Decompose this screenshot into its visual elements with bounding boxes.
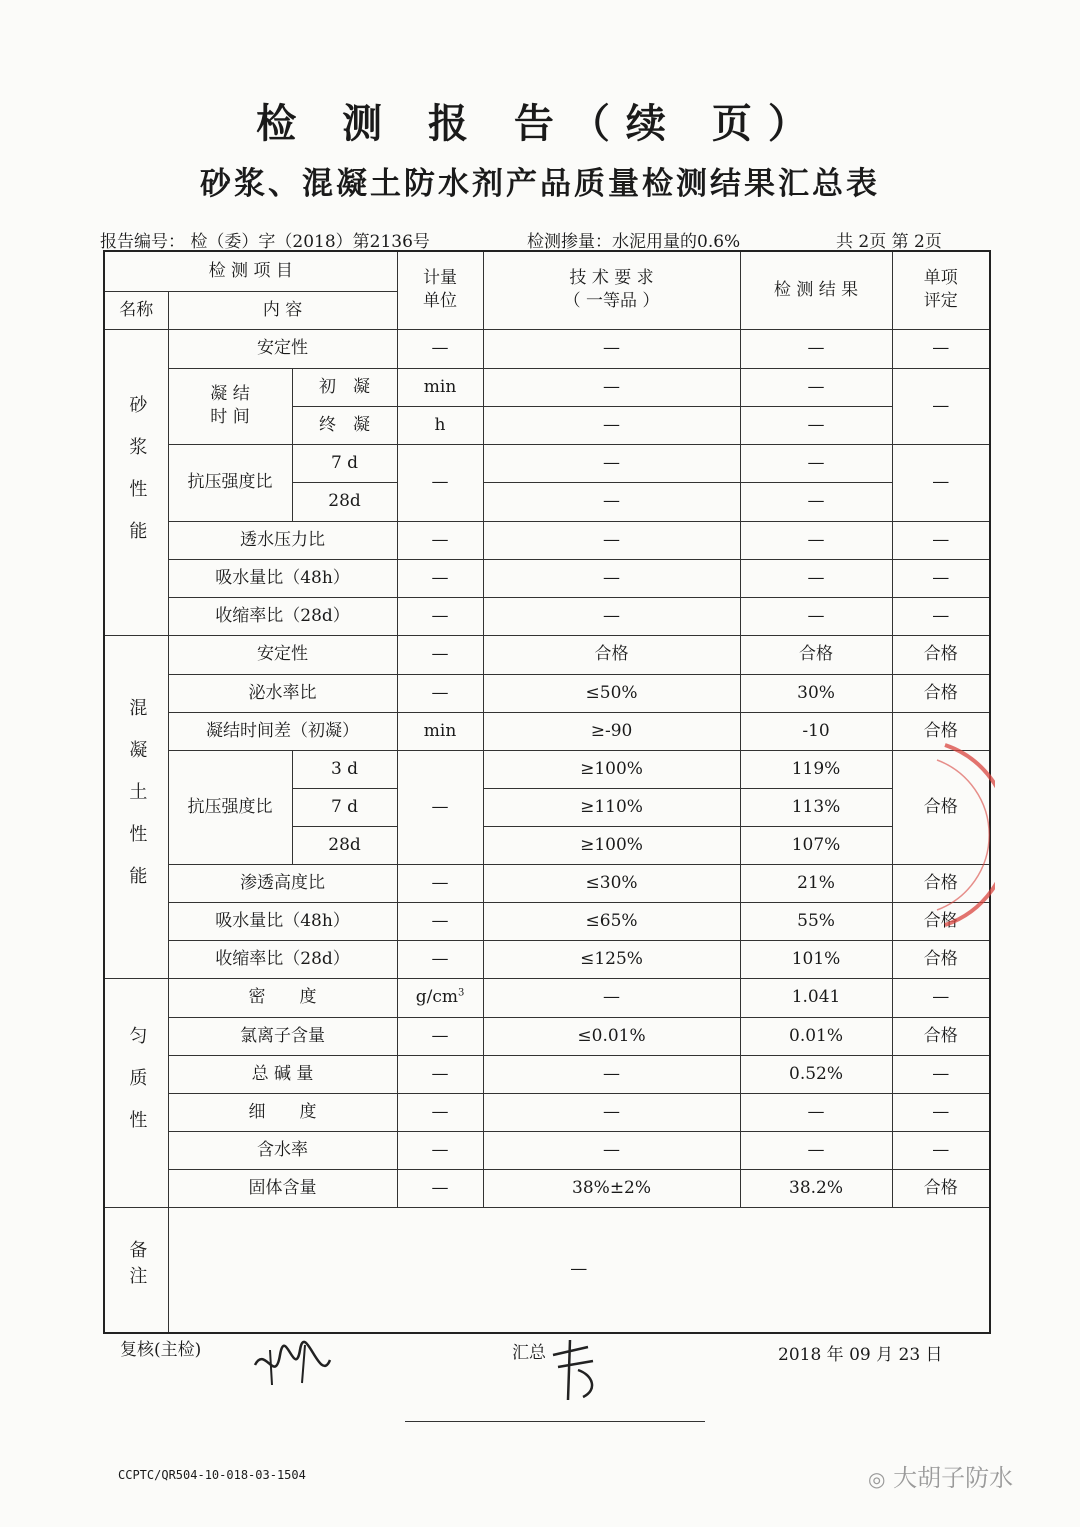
density-req: — [483, 978, 740, 1017]
concrete-compress-judge: 合格 [892, 750, 990, 864]
results-table [103, 250, 991, 1334]
reviewer-signature [250, 1335, 340, 1395]
chloride-unit: — [397, 1017, 483, 1055]
chloride-req: ≤0.01% [483, 1017, 740, 1055]
chloride-label: 氯离子含量 [168, 1017, 397, 1055]
mortar-stability-res: — [740, 329, 892, 368]
concrete-c7-req: ≥110% [483, 788, 740, 826]
concrete-shrinkage-unit: — [397, 940, 483, 978]
mortar-stability-label: 安定性 [168, 329, 397, 368]
mortar-compress-judge: — [892, 444, 990, 521]
mortar-absorption-unit: — [397, 559, 483, 597]
solids-unit: — [397, 1169, 483, 1207]
page-count: 共 2页 第 2页 [836, 232, 942, 252]
mortar-c28-res: — [740, 482, 892, 521]
header-result: 检 测 结 果 [740, 251, 892, 329]
concrete-bleeding-unit: — [397, 674, 483, 712]
moisture-res: — [740, 1131, 892, 1169]
report-title: 检 测 报 告（续 页） [256, 101, 824, 147]
alkali-label: 总 碱 量 [168, 1055, 397, 1093]
concrete-absorption-label: 吸水量比（48h） [168, 902, 397, 940]
fineness-label: 细 度 [168, 1093, 397, 1131]
density-label: 密 度 [168, 978, 397, 1017]
concrete-bleeding-req: ≤50% [483, 674, 740, 712]
concrete-c3-req: ≥100% [483, 750, 740, 788]
concrete-setting-diff-judge: 合格 [892, 712, 990, 750]
density-unit-sup: 3 [457, 987, 465, 999]
concrete-c7-res: 113% [740, 788, 892, 826]
mortar-compress-unit: — [397, 444, 483, 521]
concrete-group-label [104, 635, 168, 978]
mortar-c7-res: — [740, 444, 892, 482]
header-content: 内 容 [168, 291, 397, 329]
mortar-shrinkage-unit: — [397, 597, 483, 635]
mortar-absorption-judge: — [892, 559, 990, 597]
density-unit-base: g/cm [415, 987, 458, 1008]
mortar-group-text: 砂浆性能 [126, 394, 148, 563]
concrete-bleeding-judge: 合格 [892, 674, 990, 712]
mortar-setting-final-unit: h [397, 406, 483, 444]
report-subtitle: 砂浆、混凝土防水剂产品质量检测结果汇总表 [200, 166, 880, 202]
concrete-stability-req: 合格 [483, 635, 740, 674]
concrete-absorption-res: 55% [740, 902, 892, 940]
alkali-req: — [483, 1055, 740, 1093]
concrete-penetration-judge: 合格 [892, 864, 990, 902]
moisture-req: — [483, 1131, 740, 1169]
fineness-res: — [740, 1093, 892, 1131]
concrete-stability-label: 安定性 [168, 635, 397, 674]
mortar-setting-final-res: — [740, 406, 892, 444]
alkali-res: 0.52% [740, 1055, 892, 1093]
mortar-setting-initial-req: — [483, 368, 740, 406]
concrete-setting-diff-res: -10 [740, 712, 892, 750]
watermark-text: 大胡子防水 [893, 1464, 1014, 1492]
solids-label: 固体含量 [168, 1169, 397, 1207]
mortar-c28-req: — [483, 482, 740, 521]
concrete-bleeding-label: 泌水率比 [168, 674, 397, 712]
header-item: 检 测 项 目 [104, 251, 397, 291]
report-date: 2018 年 09 月 23 日 [778, 1345, 943, 1365]
concrete-compress-label: 抗压强度比 [168, 750, 292, 864]
mortar-shrinkage-req: — [483, 597, 740, 635]
mortar-absorption-res: — [740, 559, 892, 597]
concrete-penetration-res: 21% [740, 864, 892, 902]
mortar-setting-label: 凝 结 时 间 [168, 368, 292, 444]
moisture-judge: — [892, 1131, 990, 1169]
concrete-shrinkage-label: 收缩率比（28d） [168, 940, 397, 978]
moisture-unit: — [397, 1131, 483, 1169]
solids-judge: 合格 [892, 1169, 990, 1207]
header-name: 名称 [104, 291, 168, 329]
mortar-absorption-req: — [483, 559, 740, 597]
concrete-stability-unit: — [397, 635, 483, 674]
mortar-c7-label: 7 d [292, 444, 397, 482]
concrete-c28-res: 107% [740, 826, 892, 864]
mortar-setting-judge: — [892, 368, 990, 444]
mortar-setting-final-req: — [483, 406, 740, 444]
wechat-icon: ◎ [868, 1467, 886, 1491]
fineness-req: — [483, 1093, 740, 1131]
signature-line [405, 1421, 705, 1422]
homogeneity-group-label [104, 978, 168, 1207]
header-requirement-title: 技 术 要 求 [569, 268, 654, 289]
mortar-stability-unit: — [397, 329, 483, 368]
mortar-permeability-judge: — [892, 521, 990, 559]
alkali-unit: — [397, 1055, 483, 1093]
dosage: 检测掺量：水泥用量的0.6% [527, 232, 741, 252]
mortar-c7-req: — [483, 444, 740, 482]
homogeneity-group-text: 匀质性 [126, 1026, 148, 1153]
concrete-setting-diff-req: ≥-90 [483, 712, 740, 750]
report-number: 报告编号： 检（委）字（2018）第2136号 [100, 232, 430, 252]
density-unit [397, 978, 483, 1017]
mortar-setting-initial-label: 初 凝 [292, 368, 397, 406]
concrete-stability-judge: 合格 [892, 635, 990, 674]
concrete-c28-label: 28d [292, 826, 397, 864]
reviewer-label: 复核(主检) [120, 1340, 202, 1360]
watermark [868, 1458, 1013, 1493]
concrete-c3-res: 119% [740, 750, 892, 788]
mortar-group-label [104, 329, 168, 635]
mortar-permeability-label: 透水压力比 [168, 521, 397, 559]
header-requirement [483, 251, 740, 329]
mortar-permeability-unit: — [397, 521, 483, 559]
concrete-shrinkage-res: 101% [740, 940, 892, 978]
mortar-permeability-res: — [740, 521, 892, 559]
concrete-setting-diff-unit: min [397, 712, 483, 750]
mortar-c28-label: 28d [292, 482, 397, 521]
density-judge: — [892, 978, 990, 1017]
mortar-setting-initial-unit: min [397, 368, 483, 406]
concrete-group-text: 混凝土性能 [126, 698, 148, 909]
remarks-label [104, 1207, 168, 1333]
moisture-label: 含水率 [168, 1131, 397, 1169]
concrete-stability-res: 合格 [740, 635, 892, 674]
remarks-label-text: 备注 [126, 1240, 148, 1293]
chloride-res: 0.01% [740, 1017, 892, 1055]
mortar-shrinkage-res: — [740, 597, 892, 635]
alkali-judge: — [892, 1055, 990, 1093]
mortar-shrinkage-judge: — [892, 597, 990, 635]
concrete-c3-label: 3 d [292, 750, 397, 788]
fineness-judge: — [892, 1093, 990, 1131]
concrete-absorption-unit: — [397, 902, 483, 940]
mortar-compress-label: 抗压强度比 [168, 444, 292, 521]
solids-req: 38%±2% [483, 1169, 740, 1207]
concrete-absorption-req: ≤65% [483, 902, 740, 940]
form-code: CCPTC/QR504-10-018-03-1504 [118, 1468, 306, 1482]
concrete-penetration-req: ≤30% [483, 864, 740, 902]
concrete-c7-label: 7 d [292, 788, 397, 826]
concrete-bleeding-res: 30% [740, 674, 892, 712]
mortar-stability-judge: — [892, 329, 990, 368]
concrete-setting-diff-label: 凝结时间差（初凝） [168, 712, 397, 750]
concrete-compress-unit: — [397, 750, 483, 864]
concrete-penetration-unit: — [397, 864, 483, 902]
summary-signature [548, 1335, 608, 1407]
mortar-setting-final-label: 终 凝 [292, 406, 397, 444]
mortar-stability-req: — [483, 329, 740, 368]
solids-res: 38.2% [740, 1169, 892, 1207]
summary-label: 汇总 [512, 1343, 546, 1363]
concrete-absorption-judge: 合格 [892, 902, 990, 940]
header-judge: 单项 评定 [892, 251, 990, 329]
remarks-value: — [168, 1207, 990, 1333]
concrete-penetration-label: 渗透高度比 [168, 864, 397, 902]
header-unit: 计量 单位 [397, 251, 483, 329]
concrete-c28-req: ≥100% [483, 826, 740, 864]
red-stamp-seal [935, 735, 995, 935]
concrete-shrinkage-judge: 合格 [892, 940, 990, 978]
chloride-judge: 合格 [892, 1017, 990, 1055]
header-requirement-grade: （ 一等品 ） [563, 291, 660, 312]
mortar-shrinkage-label: 收缩率比（28d） [168, 597, 397, 635]
fineness-unit: — [397, 1093, 483, 1131]
concrete-shrinkage-req: ≤125% [483, 940, 740, 978]
mortar-absorption-label: 吸水量比（48h） [168, 559, 397, 597]
mortar-setting-initial-res: — [740, 368, 892, 406]
mortar-permeability-req: — [483, 521, 740, 559]
density-res: 1.041 [740, 978, 892, 1017]
